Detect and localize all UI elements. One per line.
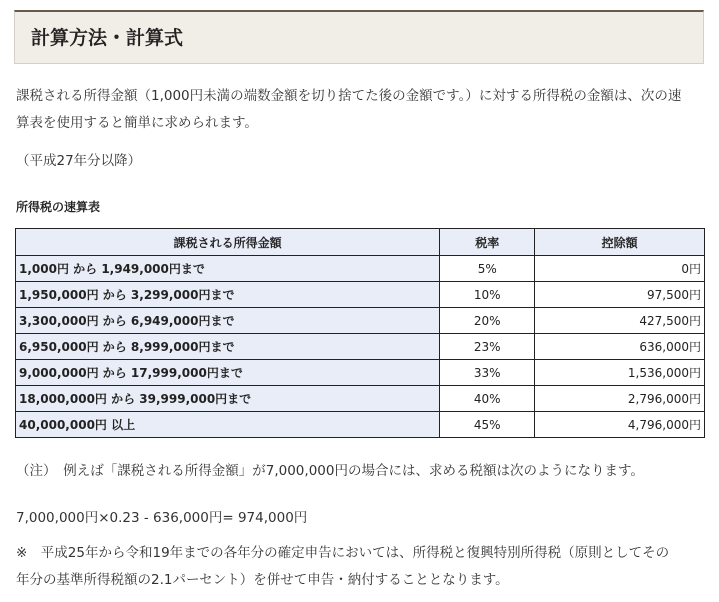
period-note: （平成27年分以降） (16, 153, 142, 169)
table-row (16, 412, 705, 438)
example-note: （注） 例えば「課税される所得金額」が7,000,000円の場合には、求める税額は次のようになります。 (16, 463, 644, 479)
table-row (16, 308, 705, 334)
asterisk-note-line-1: ※ 平成25年から令和19年までの各年分の確定申告においては、所得税と復興特別所得税（原則としてその (16, 545, 670, 561)
deduction-cell: 0円 (535, 256, 705, 282)
deduction-cell: 1,536,000円 (535, 360, 705, 386)
income-range-cell: 40,000,000円 以上 (16, 412, 440, 438)
tax-rate-cell: 40% (440, 386, 535, 412)
deduction-cell: 427,500円 (535, 308, 705, 334)
income-range-cell: 3,300,000円 から 6,949,000円まで (16, 308, 440, 334)
asterisk-note-line-2: 年分の基準所得税額の2.1パーセント）を併せて申告・納付することとなります。 (16, 572, 509, 588)
table-row (16, 256, 705, 282)
intro-line-2: 算表を使用すると簡単に求められます。 (16, 115, 258, 131)
intro-line-1: 課税される所得金額（1,000円未満の端数金額を切り捨てた後の金額です。）に対する所得税の金額は、次の速 (16, 88, 682, 104)
tax-rate-cell: 45% (440, 412, 535, 438)
tax-rate-cell: 10% (440, 282, 535, 308)
income-range-cell: 6,950,000円 から 8,999,000円まで (16, 334, 440, 360)
tax-rate-table (15, 228, 705, 438)
table-row (16, 386, 705, 412)
income-range-cell: 1,000円 から 1,949,000円まで (16, 256, 440, 282)
income-range-cell: 9,000,000円 から 17,999,000円まで (16, 360, 440, 386)
table-caption: 所得税の速算表 (16, 200, 101, 214)
example-formula: 7,000,000円×0.23 - 636,000円= 974,000円 (16, 510, 308, 526)
section-title: 計算方法・計算式 (31, 27, 184, 49)
income-range-cell: 1,950,000円 から 3,299,000円まで (16, 282, 440, 308)
table-row (16, 334, 705, 360)
table-row (16, 360, 705, 386)
tax-rate-cell: 20% (440, 308, 535, 334)
income-range-cell: 18,000,000円 から 39,999,000円まで (16, 386, 440, 412)
deduction-cell: 636,000円 (535, 334, 705, 360)
deduction-cell: 2,796,000円 (535, 386, 705, 412)
header-tax-rate: 税率 (440, 229, 535, 256)
section-heading (14, 10, 704, 64)
tax-rate-cell: 23% (440, 334, 535, 360)
deduction-cell: 4,796,000円 (535, 412, 705, 438)
table-header-row (16, 229, 705, 256)
deduction-cell: 97,500円 (535, 282, 705, 308)
tax-rate-cell: 5% (440, 256, 535, 282)
header-deduction: 控除額 (535, 229, 705, 256)
table-row (16, 282, 705, 308)
header-taxable-income: 課税される所得金額 (16, 229, 440, 256)
tax-rate-cell: 33% (440, 360, 535, 386)
intro-paragraph (16, 83, 706, 137)
